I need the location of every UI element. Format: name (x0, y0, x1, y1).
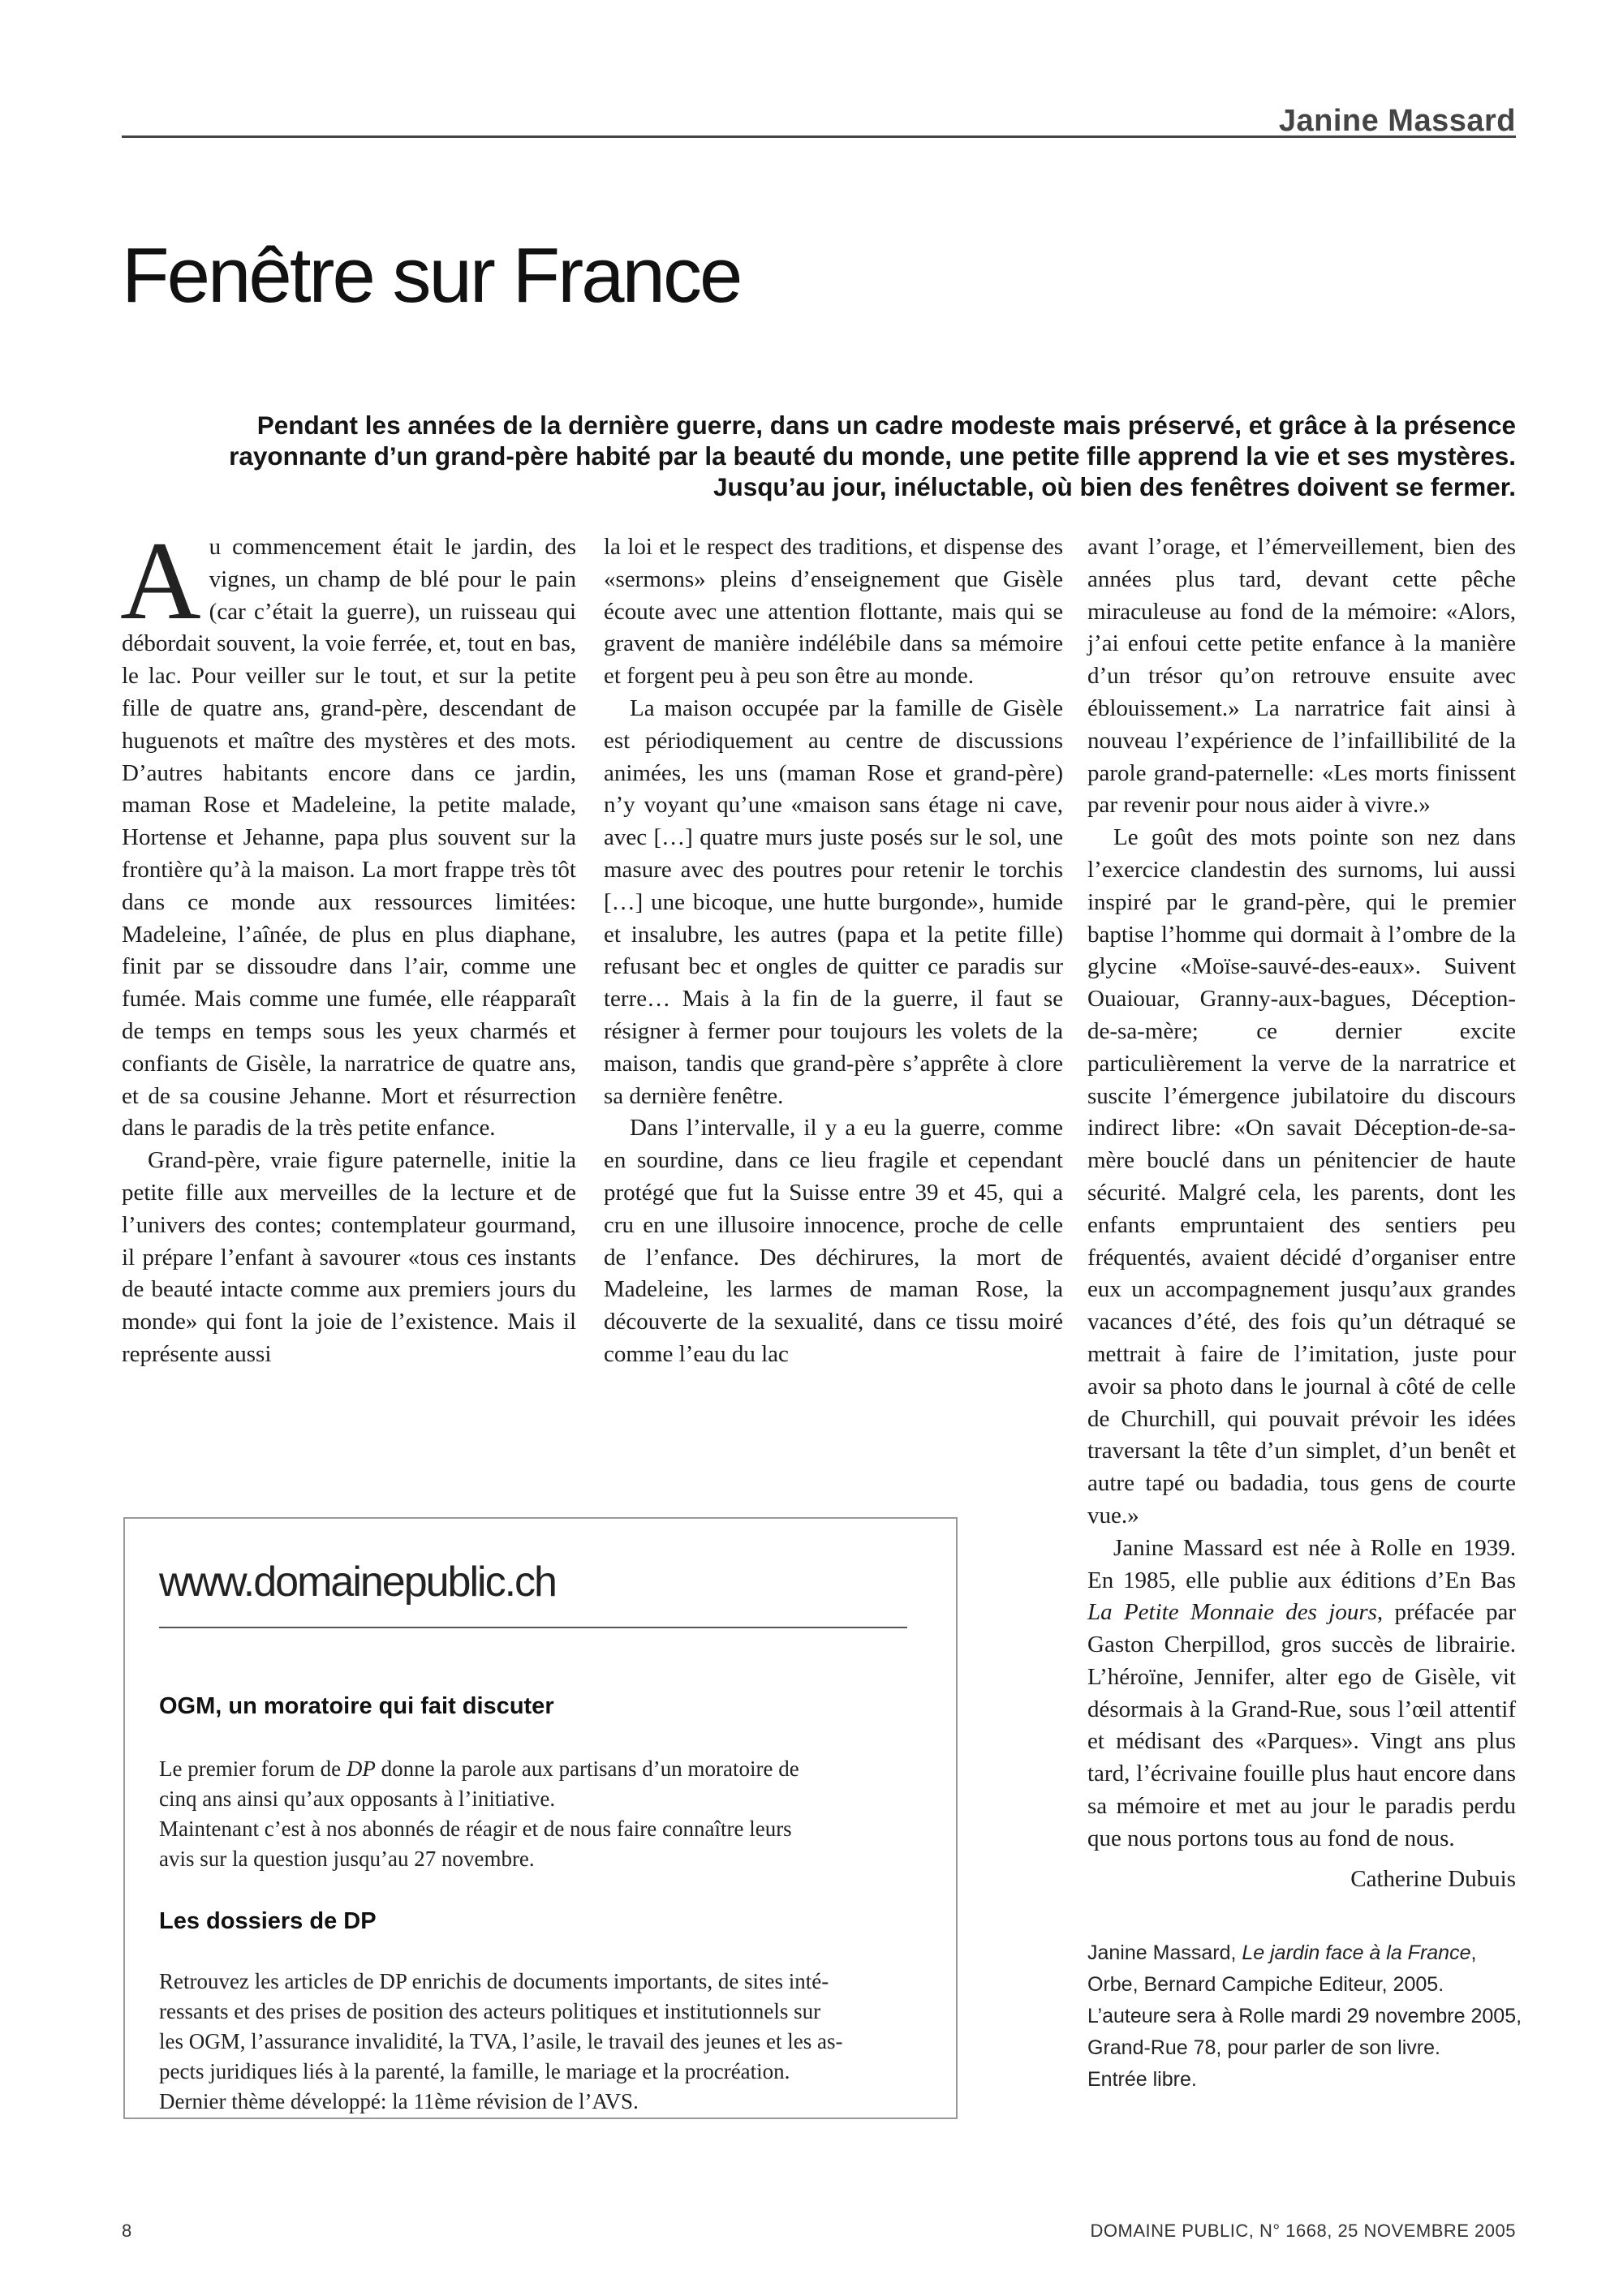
reference-line: Grand-Rue 78, pour parler de son livre. (1087, 2036, 1440, 2060)
text-line: Le premier forum de DP donne la parole aux partisans d’un moratoire de (159, 1756, 799, 1781)
reference-line: Orbe, Bernard Campiche Editeur, 2005. (1087, 1973, 1444, 1997)
text-line: Retrouvez les articles de DP enrichis de documents importants, de sites inté- (159, 1969, 829, 1993)
text-line: Dernier thème développé: la 11ème révision de l’AVS. (159, 2089, 639, 2113)
dp-abbrev: DP (346, 1756, 376, 1781)
review-signature: Catherine Dubuis (1350, 1865, 1516, 1892)
book-reference (1087, 1937, 1522, 2096)
bio-book-title: La Petite Monnaie des jours (1087, 1599, 1377, 1626)
bio-text: Janine Massard est née à Rolle en 1939. En 1985, elle publie aux éditions d’En Bas (1087, 1534, 1516, 1593)
article-column-1 (120, 518, 576, 1371)
article-column-2 (604, 531, 1063, 1371)
paragraph (120, 518, 576, 1145)
paragraph: Grand-père, vraie figure paternelle, initie la petite fille aux merveilles de la lecture et de l’univers des contes; contemplateur gourmand, il prépare l’enfant à savourer «tous ces instants de beauté intacte comme aux premiers jours du monde» qui font la joie de l’existence. Mais il représente aussi (122, 1147, 576, 1367)
paragraph: Le goût des mots pointe son nez dans l’exercice clandestin des surnoms, lui aussi inspiré par le grand-père, qui le premier baptise l’homme qui dormait à l’ombre de la glycine «Moïse-sauvé-des-eaux». Suivent Ouaiouar, Granny-aux-bagues, Déception-de-sa-mère; ce dernier excite particulièrement la verve de la narratrice et suscite l’émergence jubilatoire du discours indirect libre: «On savait Déception-de-sa-mère bouclé dans un pénitencier de haute sécurité. Malgré cela, les parents, dont les enfants empruntaient des sentiers peu fréquentés, avaient décidé d’organiser entre eux un accompagnement jusqu’aux grandes vacances d’été, des fois qu’un détraqué se mettrait à faire de l’imitation, juste pour avoir sa photo dans le journal à côté de celle de Churchill, qui pouvait prévoir les idées traversant la tête d’un simplet, d’un benêt et autre tapé ou badadia, tous gens de courte vue.» (1087, 824, 1516, 1529)
article-title: Fenêtre sur France (122, 232, 741, 319)
reference-line: Entrée libre. (1087, 2068, 1197, 2092)
paragraph: avant l’orage, et l’émerveillement, bien des années plus tard, devant cette pêche miraculeuse au fond de la mémoire: «Alors, j’ai enfoui cette petite enfance à la manière d’un trésor qu’on retrouve ensuite avec éblouissement.» La narratrice fait ainsi à nouveau l’expérience de l’infaillibilité de la parole grand-paternelle: «Les morts finissent par revenir pour nous aider à vivre.» (1087, 534, 1516, 819)
paragraph: La maison occupée par la famille de Gisèle est périodiquement au centre de discussions animées, les uns (maman Rose et grand-père) n’y voyant qu’une «maison sans étage ni cave, avec […] quatre murs juste posés sur le sol, une masure avec des poutres pour retenir le torchis […] une bicoque, une hutte burgonde», humide et insalubre, les autres (papa et la petite fille) refusant bec et ongles de quitter ce paradis sur terre… Mais à la fin de la guerre, il faut se résigner à fermer pour toujours les volets de la maison, tandis que grand-père s’apprête à clore sa dernière fenêtre. (604, 694, 1063, 1109)
reference-line: L’auteure sera à Rolle mardi 29 novembre 2005, (1087, 2005, 1522, 2028)
paragraph: Dans l’intervalle, il y a eu la guerre, comme en sourdine, dans ce lieu fragile et cependant protégé que fut la Suisse entre 39 et 45, qui a cru en une illusoire innocence, proche de celle de l’enfance. Des déchirures, la mort de Madeleine, les larmes de maman Rose, la découverte de la sexualité, dans ce tissu moiré comme l’eau du lac (604, 1115, 1063, 1367)
paragraph-text: u commencement était le jardin, des vignes, un champ de blé pour le pain (car c’était la guerre), un ruisseau qui débordait souvent, la voie ferrée, et, tout en bas, le lac. Pour veiller sur le tout, et sur la petite fille de quatre ans, grand-père, descendant de huguenots et maître des mystères et des mots. D’autres habitants encore dans ce jardin, maman Rose et Madeleine, la petite malade, Hortense et Jehanne, papa plus souvent sur la frontière qu’à la maison. La mort frappe très tôt dans ce monde aux ressources limitées: Madeleine, l’aînée, de plus en plus diaphane, finit par se dissoudre dans l’air, comme une fumée. Mais comme une fumée, elle réapparaît de temps en temps sous les yeux charmés et confiants de Gisèle, la narratrice de quatre ans, et de sa cousine Jehanne. Mort et résurrection dans le paradis de la très petite enfance. (122, 534, 576, 1142)
text-line: cinq ans ainsi qu’aux opposants à l’initiative. (159, 1786, 556, 1811)
sidebar-box (123, 1517, 958, 2119)
sidebar-text-ogm (159, 1754, 938, 1874)
article-column-3 (1087, 531, 1522, 2096)
author-bio (1087, 1533, 1516, 1855)
article-lead: Pendant les années de la dernière guerre, dans un cadre modeste mais préservé, et grâce à la présence rayonnante d’un grand-père habité par la beauté du monde, une petite fille apprend la vie et ses mystères. Jusqu’au jour, inéluctable, où bien des fenêtres doivent se fermer. (229, 411, 1516, 501)
reference-line: Janine Massard, Le jardin face à la France, (1087, 1941, 1477, 1965)
drop-cap: A (120, 518, 201, 643)
running-header-author: Janine Massard (1278, 104, 1516, 138)
paragraph: la loi et le respect des traditions, et dispense des «sermons» pleins d’enseignement que Gisèle écoute avec une attention flottante, mais qui se gravent de manière indélébile dans sa mémoire et forgent peu à peu son être au monde. (604, 534, 1063, 690)
reference-book-title: Le jardin face à la France (1242, 1941, 1471, 1965)
sidebar-website-title[interactable]: www.domainepublic.ch (159, 1559, 556, 1606)
sidebar-heading-dossiers: Les dossiers de DP (159, 1908, 377, 1934)
text-line: Maintenant c’est à nos abonnés de réagir et de nous faire connaître leurs (159, 1817, 792, 1841)
header-rule (122, 135, 1516, 138)
bio-text: , préfacée par Gaston Cherpillod, gros succès de librairie. L’héroïne, Jennifer, alter ego de Gisèle, vit désormais à la Grand-Rue, sous l’œil attentif et médisant des «Parques». Vingt ans plus tard, l’écrivaine fouille plus haut encore dans sa mémoire et met au jour le paradis perdu que nous portons tous au fond de nous. (1087, 1599, 1516, 1851)
text-line: ressants et des prises de position des acteurs politiques et institutionnels sur (159, 1999, 821, 2023)
sidebar-rule (159, 1627, 907, 1628)
text-line: avis sur la question jusqu’au 27 novembre. (159, 1847, 535, 1871)
text-line: pects juridiques liés à la parenté, la famille, le mariage et la procréation. (159, 2059, 790, 2083)
sidebar-heading-ogm: OGM, un moratoire qui fait discuter (159, 1693, 554, 1719)
publication-footer: DOMAINE PUBLIC, N° 1668, 25 NOVEMBRE 2005 (1090, 2221, 1516, 2241)
page-number: 8 (122, 2221, 132, 2241)
text-line: les OGM, l’assurance invalidité, la TVA, l’asile, le travail des jeunes et les as- (159, 2029, 843, 2053)
sidebar-text-dossiers (159, 1967, 938, 2117)
